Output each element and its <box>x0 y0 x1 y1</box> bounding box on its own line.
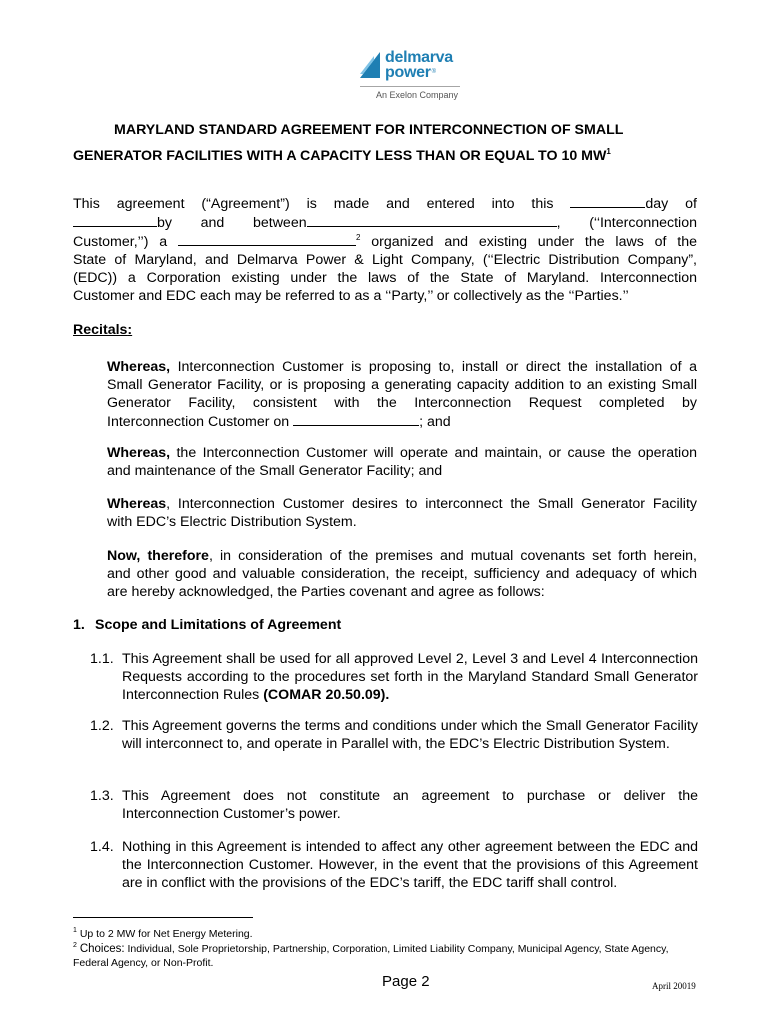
logo-divider <box>360 86 460 87</box>
clause-body <box>122 650 698 704</box>
recitals-label: Recitals <box>73 322 128 338</box>
whereas-text: the Interconnection Customer will operate and maintain, or cause the operation <box>176 445 697 461</box>
footnote-number: 2 <box>73 942 77 949</box>
footnote-ref-2: 2 <box>355 233 361 242</box>
entity-type-blank <box>178 232 356 246</box>
intro-line2 <box>73 213 697 232</box>
clause-1-4 <box>90 838 698 892</box>
whereas-paragraph-1 <box>107 358 697 431</box>
customer-name-blank <box>307 213 557 227</box>
footnote-divider <box>73 917 253 918</box>
now-therefore-paragraph <box>107 547 697 601</box>
logo-word-delmarva: delmarva <box>385 49 453 66</box>
comar-reference: (COMAR 20.50.09). <box>263 687 390 703</box>
whereas-lead: Whereas <box>107 496 167 512</box>
clause-1-1 <box>90 650 698 704</box>
whereas3-line2: with EDC’s Electric Distribution System. <box>107 514 357 530</box>
request-date-blank <box>293 412 419 426</box>
whereas-paragraph-3 <box>107 495 697 531</box>
whereas1-line4 <box>107 412 697 431</box>
now-therefore-line2: and other good and valuable consideration, the receipt, sufficiency and adequacy of which <box>107 566 697 582</box>
intro-paragraph <box>73 194 697 305</box>
footnote-text: Individual, Sole Proprietorship, Partnership, Corporation, Limited Liability Company, Municipal Agency, State Agency, Federal Agency, or Non-Profit. <box>73 943 669 969</box>
clause-1-2 <box>90 717 698 753</box>
whereas-text: Interconnection Customer on <box>107 414 290 430</box>
clause-1-3 <box>90 787 698 823</box>
footnote-label: Choices: <box>79 943 125 955</box>
now-therefore-line3: are hereby acknowledged, the Parties covenant and agree as follows: <box>107 584 545 600</box>
footnote-text: Up to 2 MW for Net Energy Metering. <box>79 928 253 940</box>
version-date: April 20019 <box>652 981 696 991</box>
intro-text: This agreement (“Agreement”) is made and entered into this <box>73 196 554 212</box>
whereas-lead: Whereas, <box>107 359 171 375</box>
page-number: Page 2 <box>382 973 430 990</box>
whereas2-line2: and maintenance of the Small Generator Facility; and <box>107 463 443 479</box>
now-therefore-lead: Now, therefore <box>107 548 209 564</box>
whereas-paragraph-2 <box>107 444 697 480</box>
logo-word-power: power <box>385 64 431 81</box>
clause-number: 1.4. <box>90 839 114 855</box>
whereas3-line1 <box>107 495 697 513</box>
whereas1-line3: Generator Facility, consistent with the Interconnection Request completed by <box>107 395 697 411</box>
now-therefore-line1 <box>107 547 697 565</box>
day-blank <box>570 194 645 208</box>
whereas-lead: Whereas, <box>107 445 171 461</box>
section-number: 1. <box>73 617 85 633</box>
clause-number: 1.1. <box>90 651 114 667</box>
whereas2-line1 <box>107 444 697 462</box>
month-blank <box>73 213 157 227</box>
whereas-text: , Interconnection Customer desires to interconnect the Small Generator Facility <box>166 496 697 512</box>
delmarva-logo-mark-icon <box>360 52 380 78</box>
now-therefore-text: , in consideration of the premises and mutual covenants set forth herein, <box>208 548 697 564</box>
clause-body: This Agreement governs the terms and conditions under which the Small Generator Facility will interconnect to, and operate in Parallel with, the EDC’s Electric Distribution System. <box>122 718 698 752</box>
clause-number: 1.2. <box>90 718 114 734</box>
intro-text: day of <box>645 196 697 212</box>
whereas1-line2: Small Generator Facility, or is proposing a generating capacity addition to an existing Small <box>107 377 697 393</box>
title-line2-text: GENERATOR FACILITIES WITH A CAPACITY LESS THAN OR EQUAL TO 10 MW <box>73 148 607 164</box>
clause-body: Nothing in this Agreement is intended to affect any other agreement between the EDC and the Interconnection Customer. However, in the event that the provisions of this Agreement are in conflict with the provisions of the EDC’s tariff, the EDC tariff shall control. <box>122 839 698 891</box>
footnote-number: 1 <box>73 927 77 934</box>
document-title-line1: MARYLAND STANDARD AGREEMENT FOR INTERCONNECTION OF SMALL <box>114 122 624 138</box>
clause-text: This Agreement shall be used for all approved Level 2, Level 3 and Level 4 Interconnection Requests according to the procedures set forth in the Maryland Standard Small Generator Interconnection Rules <box>122 651 698 703</box>
delmarva-power-logo <box>360 50 460 102</box>
clause-number: 1.3. <box>90 788 114 804</box>
footnote-2 <box>73 939 693 970</box>
recitals-heading <box>73 322 132 338</box>
registered-mark: ® <box>431 69 436 76</box>
intro-line1 <box>73 194 697 213</box>
intro-text: , (‘‘Interconnection <box>556 215 697 231</box>
intro-line5: (EDC)) a Corporation existing under the laws of the State of Maryland. Interconnection <box>73 270 697 286</box>
title-footnote-ref: 1 <box>606 147 611 156</box>
intro-line3 <box>73 232 697 251</box>
whereas-text: ; and <box>419 414 451 430</box>
clause-body: This Agreement does not constitute an agreement to purchase or deliver the Interconnection Customer’s power. <box>122 788 698 822</box>
intro-line4: State of Maryland, and Delmarva Power & Light Company, (‘‘Electric Distribution Company”, <box>73 252 697 268</box>
section-title: Scope and Limitations of Agreement <box>95 617 342 633</box>
logo-tagline: An Exelon Company <box>375 90 458 100</box>
section-1-heading <box>73 617 341 633</box>
document-title-line2 <box>73 143 611 165</box>
intro-text: by and between <box>157 215 307 231</box>
whereas1-line1 <box>107 358 697 376</box>
intro-text: organized and existing under the laws of the <box>371 234 697 250</box>
logo-wordmark <box>385 50 453 80</box>
recitals-colon: : <box>127 322 133 338</box>
intro-line6: Customer and EDC each may be referred to as a ‘‘Party,’’ or collectively as the ‘‘Parties.’’ <box>73 288 629 304</box>
intro-text: Customer,’’) a <box>73 234 168 250</box>
whereas-text: Interconnection Customer is proposing to, install or direct the installation of a <box>177 359 697 375</box>
